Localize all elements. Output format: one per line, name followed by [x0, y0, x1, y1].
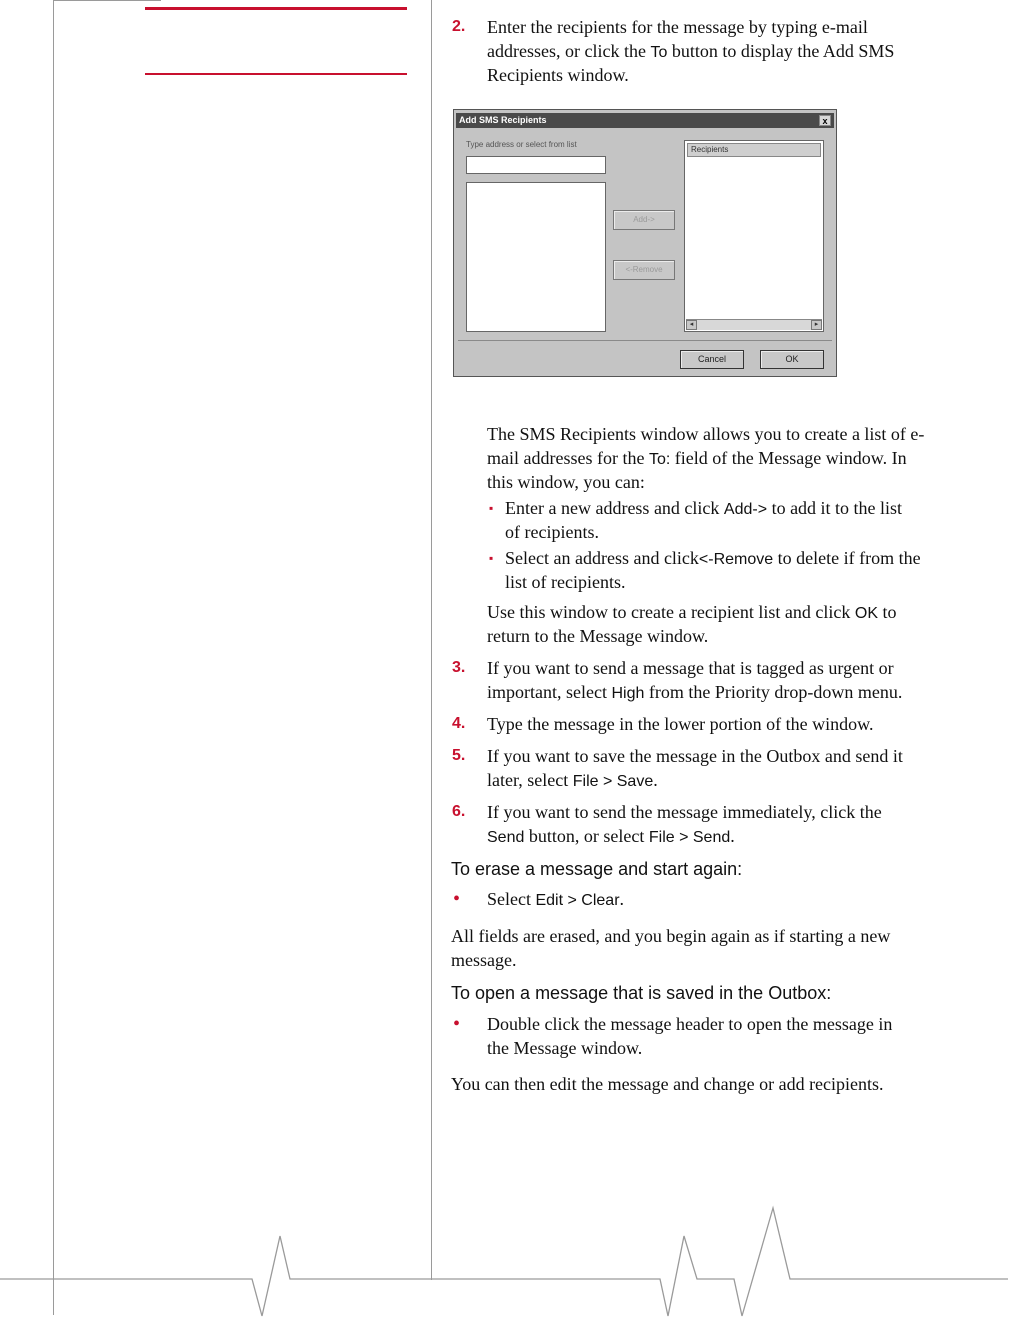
- address-input[interactable]: [466, 156, 606, 174]
- step-number: 2.: [452, 18, 466, 35]
- step4-line1: Type the message in the lower portion of the window.: [487, 714, 874, 734]
- desc-line2: mail addresses for the To: field of the Message window. In: [487, 448, 907, 468]
- bullet-add-line2: of recipients.: [505, 522, 599, 542]
- step6-line2: Send button, or select File > Send.: [487, 826, 735, 846]
- erase-heading: To erase a message and start again:: [451, 859, 743, 879]
- remove-button[interactable]: <-Remove: [613, 260, 675, 280]
- bullet-icon: •: [453, 888, 461, 910]
- step2-line3: Recipients window.: [487, 65, 629, 85]
- recipients-header: Recipients: [687, 143, 821, 157]
- dialog-titlebar: [456, 113, 834, 128]
- bullet-remove-line1: Select an address and click<-Remove to delete if from the: [505, 548, 921, 568]
- step2-line2: addresses, or click the To button to display the Add SMS: [487, 41, 895, 61]
- open-para: You can then edit the message and change or add recipients.: [451, 1074, 884, 1094]
- bullet-icon: •: [453, 1013, 461, 1035]
- step5-line1: If you want to save the message in the Outbox and send it: [487, 746, 903, 766]
- dialog-separator: [458, 340, 832, 341]
- recipients-list[interactable]: [684, 140, 824, 332]
- step3-line1: If you want to send a message that is tagged as urgent or: [487, 658, 894, 678]
- step2-line1: Enter the recipients for the message by typing e-mail: [487, 17, 868, 37]
- scroll-left-icon[interactable]: ◂: [686, 320, 697, 330]
- use-window-line1: Use this window to create a recipient list and click OK to: [487, 602, 897, 622]
- step3-line2: important, select High from the Priority drop-down menu.: [487, 682, 903, 702]
- scroll-right-icon[interactable]: ▸: [811, 320, 822, 330]
- step6-line1: If you want to send the message immediately, click the: [487, 802, 882, 822]
- desc-line3: this window, you can:: [487, 472, 645, 492]
- top-margin-tick: [53, 0, 161, 1]
- square-bullet-icon: ▪: [489, 551, 494, 565]
- open-heading: To open a message that is saved in the Outbox:: [451, 983, 832, 1003]
- dialog-title: Add SMS Recipients: [459, 115, 547, 125]
- open-bullet-line1: Double click the message header to open the message in: [487, 1014, 893, 1034]
- address-list[interactable]: [466, 182, 606, 332]
- step-number: 4.: [452, 715, 466, 732]
- step-number: 5.: [452, 747, 466, 764]
- erase-para-line2: message.: [451, 950, 517, 970]
- step-number: 3.: [452, 659, 466, 676]
- use-window-line2: return to the Message window.: [487, 626, 709, 646]
- step-number: 6.: [452, 803, 466, 820]
- footer-pulse-line: [0, 1200, 1011, 1325]
- sidebar-red-rule-bottom: [145, 73, 407, 75]
- square-bullet-icon: ▪: [489, 501, 494, 515]
- address-label: Type address or select from list: [466, 140, 577, 149]
- step5-line2: later, select File > Save.: [487, 770, 658, 790]
- erase-para-line1: All fields are erased, and you begin again as if starting a new: [451, 926, 891, 946]
- add-sms-recipients-dialog: [453, 109, 837, 377]
- bullet-add-line1: Enter a new address and click Add-> to add it to the list: [505, 498, 903, 518]
- add-button[interactable]: Add->: [613, 210, 675, 230]
- open-bullet-line2: the Message window.: [487, 1038, 643, 1058]
- column-divider: [431, 0, 432, 1280]
- cancel-button[interactable]: Cancel: [680, 350, 744, 369]
- left-margin-rule: [53, 0, 54, 1315]
- close-icon[interactable]: x: [819, 115, 831, 126]
- ok-button[interactable]: OK: [760, 350, 824, 369]
- horizontal-scrollbar[interactable]: [686, 319, 822, 330]
- desc-line1: The SMS Recipients window allows you to create a list of e-: [487, 424, 925, 444]
- bullet-remove-line2: list of recipients.: [505, 572, 626, 592]
- sidebar-red-rule-top: [145, 7, 407, 10]
- erase-bullet: Select Edit > Clear.: [487, 889, 625, 909]
